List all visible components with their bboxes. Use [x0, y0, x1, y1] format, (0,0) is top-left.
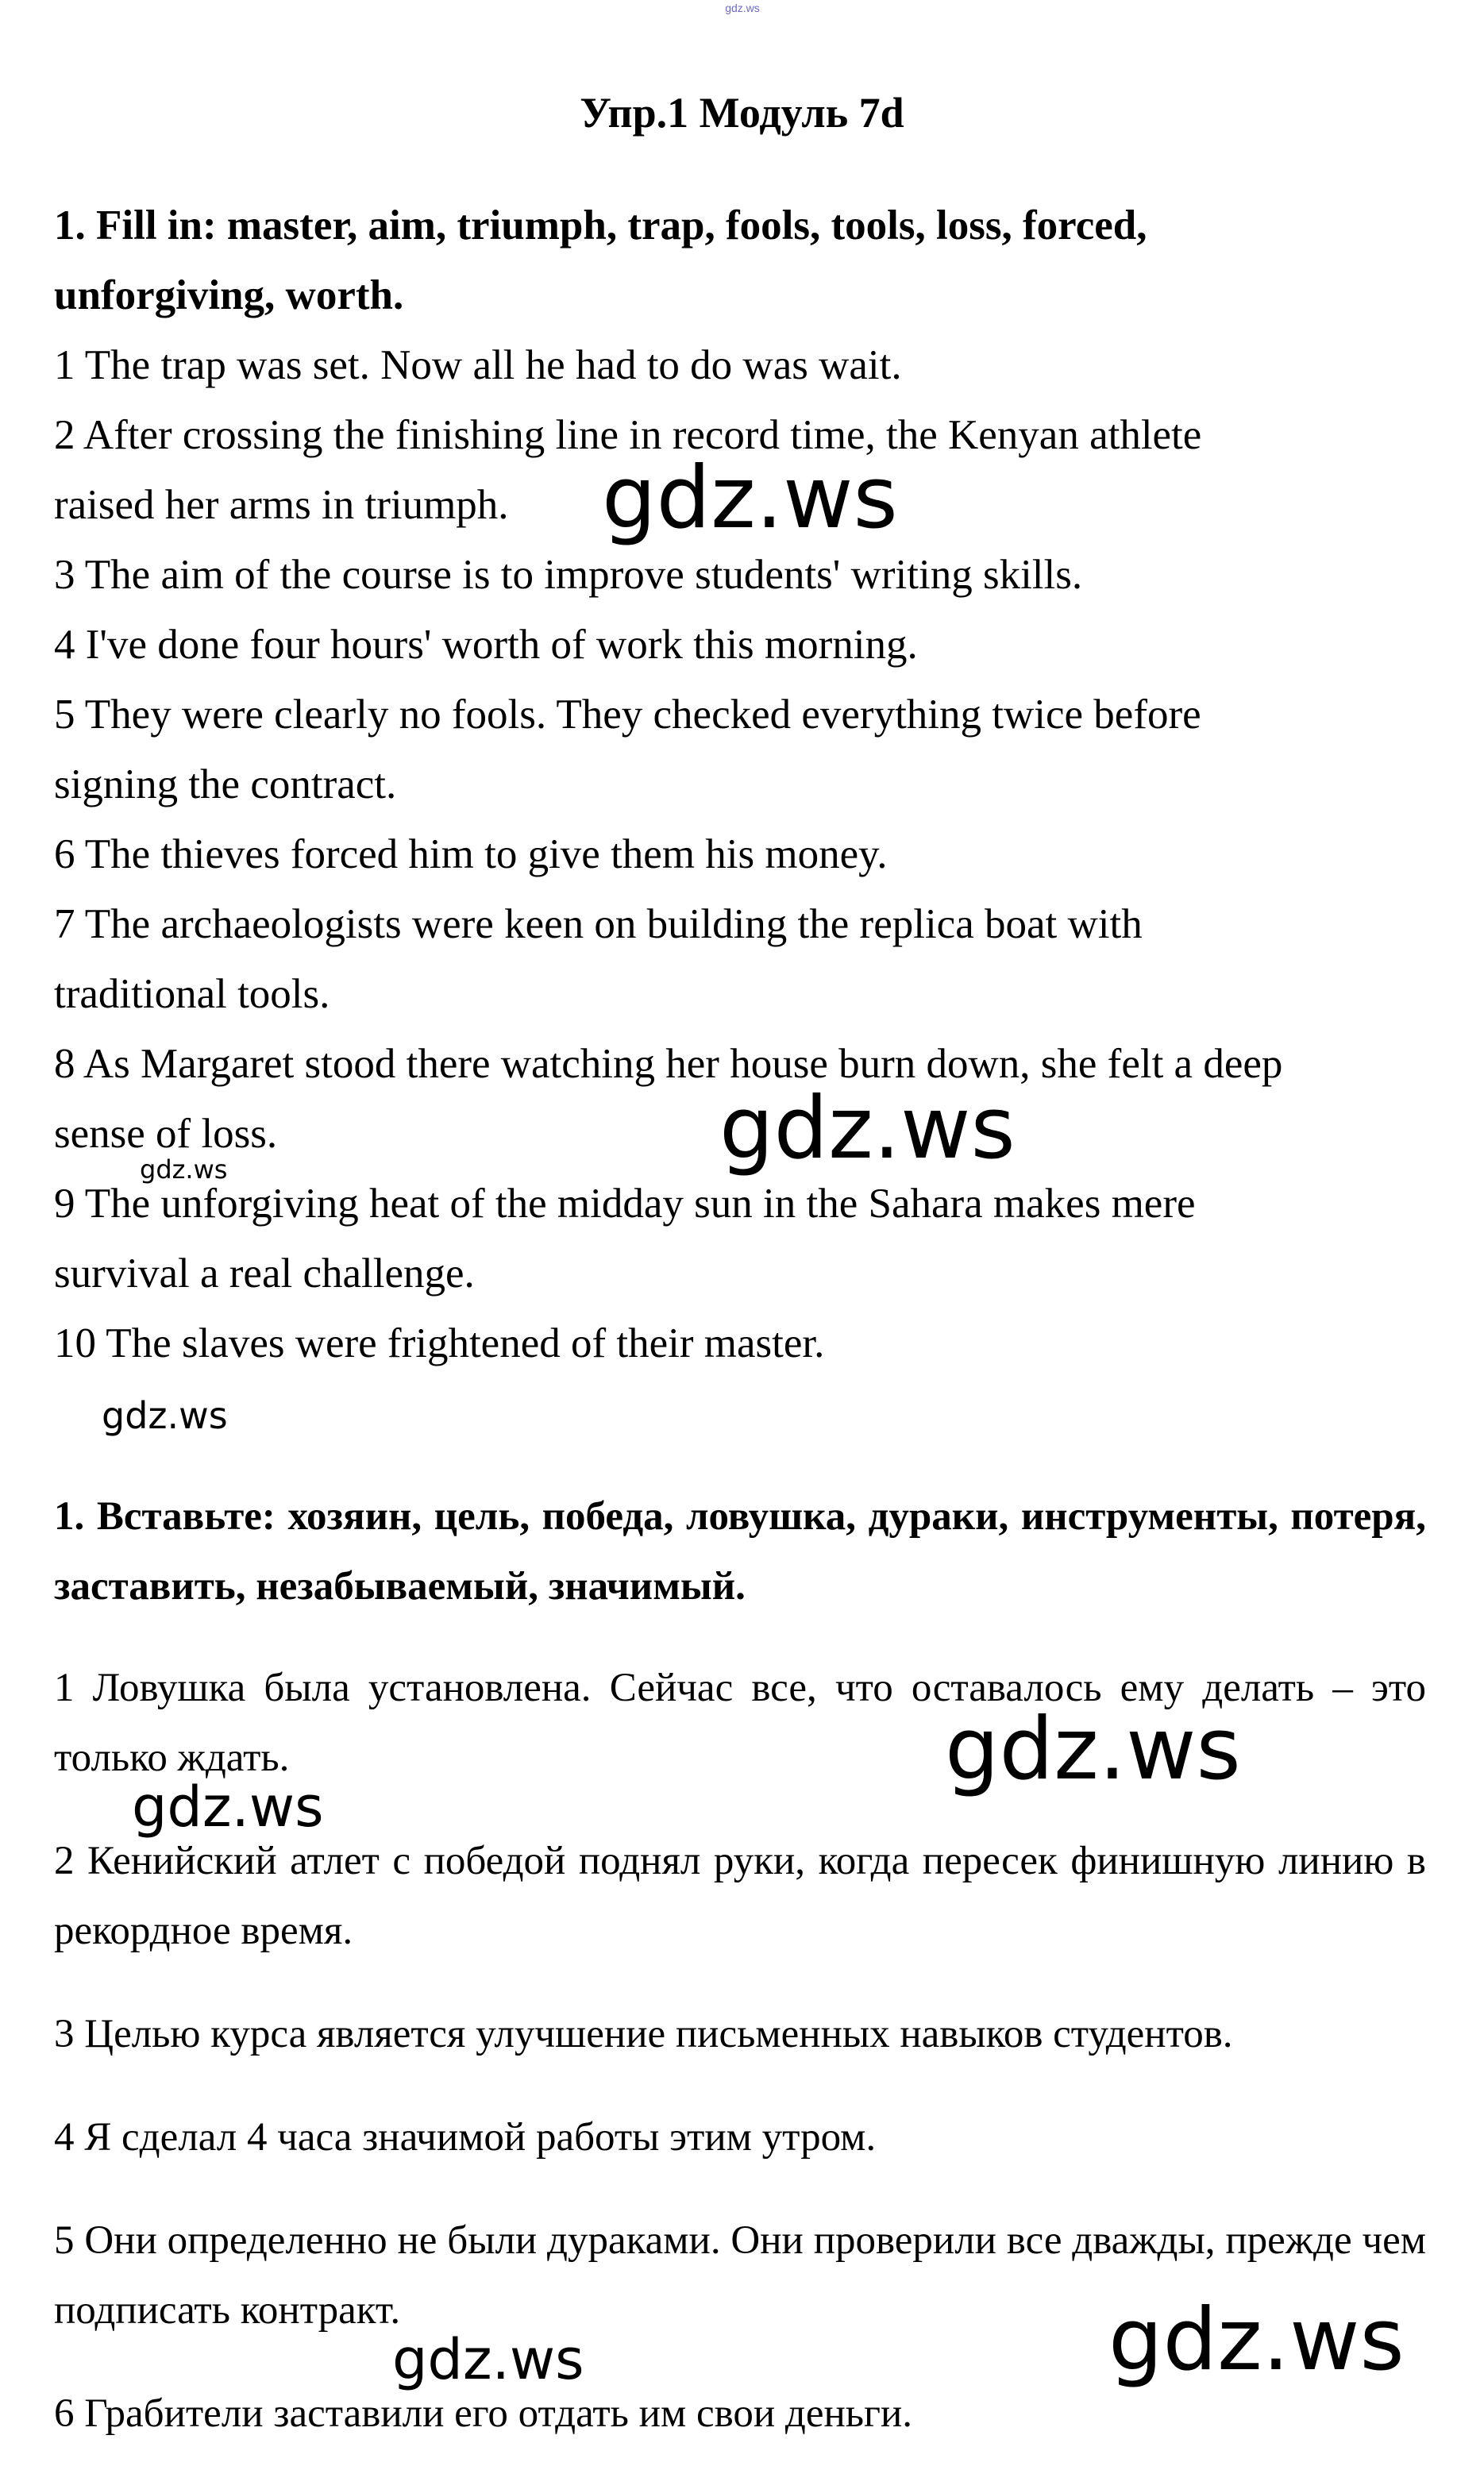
top-watermark: gdz.ws [725, 2, 760, 14]
russian-item: 5 Они определенно не были дураками. Они проверили все дважды, прежде чем подписать контракт. [54, 2218, 1426, 2333]
english-line: 6 The thieves forced him to give them his money. [54, 831, 888, 877]
russian-task: 1. Вставьте: хозяин, цель, победа, ловушка, дураки, инструменты, потеря, заставить, незабываемый, значимый. [54, 1494, 1426, 1609]
english-line: sense of loss. [54, 1111, 278, 1157]
russian-item: 4 Я сделал 4 часа значимой работы этим утром. [54, 2115, 877, 2160]
english-exercise [54, 191, 1426, 1378]
watermark: gdz.ws [945, 1700, 1241, 1799]
english-line: 3 The aim of the course is to improve students' writing skills. [54, 552, 1083, 598]
page-title: Упр.1 Модуль 7d [580, 89, 904, 137]
russian-item: 3 Целью курса является улучшение письменных навыков студентов. [54, 2012, 1233, 2056]
watermark: gdz.ws [102, 1394, 228, 1437]
english-line: 1 The trap was set. Now all he had to do was wait. [54, 342, 902, 388]
russian-item: 6 Грабители заставили его отдать им свои деньги. [54, 2391, 913, 2436]
english-task-line-2: unforgiving, worth. [54, 272, 404, 318]
english-line: 4 I've done four hours' worth of work this morning. [54, 622, 918, 668]
russian-item: 2 Кенийский атлет с победой поднял руки, когда пересек финишную линию в рекордное время. [54, 1839, 1426, 1953]
english-task-line-1: 1. Fill in: master, aim, triumph, trap, fools, tools, loss, forced, [54, 202, 1147, 249]
english-line: 7 The archaeologists were keen on building the replica boat with [54, 901, 1143, 947]
watermark: gdz.ws [602, 449, 898, 548]
english-line: survival a real challenge. [54, 1250, 475, 1297]
english-line: 10 The slaves were frightened of their master. [54, 1320, 825, 1366]
english-line: 9 The unforgiving heat of the midday sun in the Sahara makes mere [54, 1181, 1196, 1227]
english-line: 2 After crossing the finishing line in record time, the Kenyan athlete [54, 412, 1202, 458]
watermark: gdz.ws [132, 1774, 324, 1840]
russian-item: 1 Ловушка была установлена. Сейчас все, что оставалось ему делать – это только ждать. [54, 1666, 1426, 1780]
english-line: traditional tools. [54, 971, 330, 1017]
english-line: 8 As Margaret stood there watching her house burn down, she felt a deep [54, 1041, 1283, 1087]
watermark: gdz.ws [140, 1154, 228, 1185]
english-line: signing the contract. [54, 761, 397, 807]
watermark: gdz.ws [1108, 2291, 1405, 2390]
english-line: raised her arms in triumph. [54, 482, 509, 528]
watermark: gdz.ws [392, 2327, 584, 2392]
english-line: 5 They were clearly no fools. They checked everything twice before [54, 692, 1201, 738]
watermark: gdz.ws [719, 1079, 1016, 1178]
